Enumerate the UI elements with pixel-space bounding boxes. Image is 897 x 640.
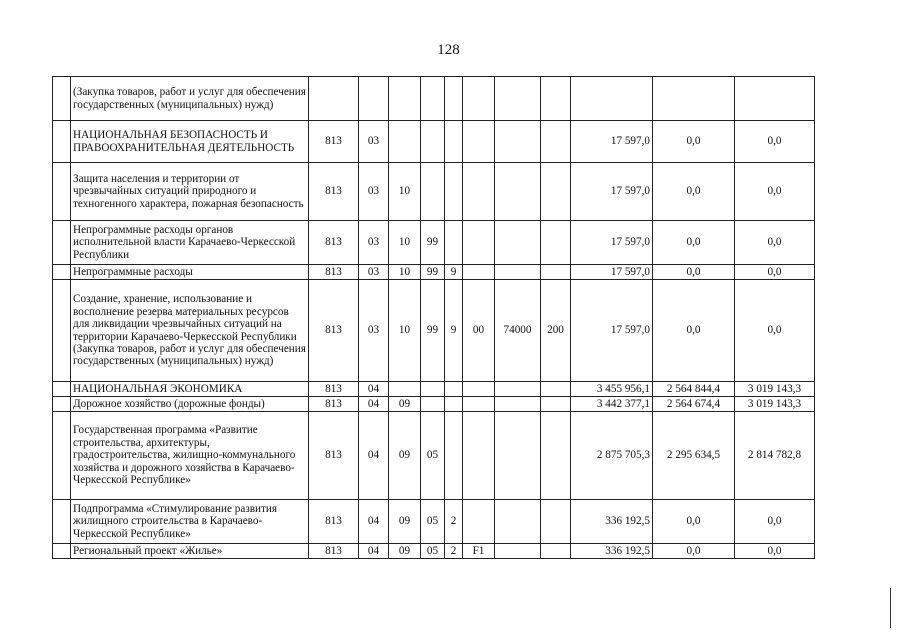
cell-rz: 04 <box>359 544 389 559</box>
cell-c3 <box>463 77 495 121</box>
table-row <box>53 382 815 397</box>
item-name-cell: (Закупка товаров, работ и услуг для обеспечения государственных (муниципальных) нужд) <box>71 77 309 121</box>
cell-gr: 813 <box>309 382 359 397</box>
cell-vr <box>541 265 571 280</box>
cell-c2: 2 <box>445 500 463 544</box>
cell-c2 <box>445 397 463 412</box>
item-name-cell: Непрограммные расходы органов исполнительной власти Карачаево-Черкесской Республики <box>71 221 309 265</box>
cell-c3 <box>463 412 495 500</box>
table-row <box>53 163 815 221</box>
cell-v1: 17 597,0 <box>571 221 653 265</box>
cell-gr: 813 <box>309 544 359 559</box>
page-number: 128 <box>437 42 460 58</box>
table-row <box>53 77 815 121</box>
cell-v2: 2 564 674,4 <box>653 397 735 412</box>
page-edge-line <box>890 588 891 628</box>
cell-pr <box>389 77 421 121</box>
cell-v2: 2 295 634,5 <box>653 412 735 500</box>
cell-v1: 3 455 956,1 <box>571 382 653 397</box>
row-number-cell <box>53 412 71 500</box>
cell-vr <box>541 77 571 121</box>
cell-rz: 04 <box>359 397 389 412</box>
row-number-cell <box>53 280 71 382</box>
cell-pr: 10 <box>389 265 421 280</box>
table-row <box>53 397 815 412</box>
cell-pr: 10 <box>389 280 421 382</box>
cell-vr <box>541 221 571 265</box>
cell-vr <box>541 163 571 221</box>
cell-rz: 03 <box>359 121 389 163</box>
cell-rz <box>359 77 389 121</box>
cell-c4 <box>495 544 541 559</box>
item-name-cell: НАЦИОНАЛЬНАЯ ЭКОНОМИКА <box>71 382 309 397</box>
row-number-cell <box>53 544 71 559</box>
cell-v1: 17 597,0 <box>571 163 653 221</box>
cell-v3: 0,0 <box>735 221 815 265</box>
item-name-cell: Непрограммные расходы <box>71 265 309 280</box>
cell-vr <box>541 382 571 397</box>
cell-c4: 74000 <box>495 280 541 382</box>
table-row <box>53 221 815 265</box>
row-number-cell <box>53 397 71 412</box>
cell-c3 <box>463 265 495 280</box>
cell-pr: 09 <box>389 500 421 544</box>
cell-c3 <box>463 121 495 163</box>
cell-gr <box>309 77 359 121</box>
cell-v2: 0,0 <box>653 280 735 382</box>
cell-c1 <box>421 77 445 121</box>
cell-c1 <box>421 163 445 221</box>
cell-v2: 0,0 <box>653 265 735 280</box>
cell-pr <box>389 382 421 397</box>
row-number-cell <box>53 221 71 265</box>
cell-v3: 0,0 <box>735 280 815 382</box>
cell-v2 <box>653 77 735 121</box>
cell-gr: 813 <box>309 280 359 382</box>
cell-c4 <box>495 500 541 544</box>
cell-v3: 2 814 782,8 <box>735 412 815 500</box>
cell-c2: 9 <box>445 265 463 280</box>
cell-c1: 05 <box>421 412 445 500</box>
cell-gr: 813 <box>309 500 359 544</box>
cell-v2: 0,0 <box>653 163 735 221</box>
table-row <box>53 500 815 544</box>
cell-rz: 04 <box>359 412 389 500</box>
cell-c1: 05 <box>421 544 445 559</box>
cell-c4 <box>495 77 541 121</box>
row-number-cell <box>53 500 71 544</box>
cell-v3: 0,0 <box>735 500 815 544</box>
cell-gr: 813 <box>309 163 359 221</box>
item-name-cell: Дорожное хозяйство (дорожные фонды) <box>71 397 309 412</box>
cell-c3: F1 <box>463 544 495 559</box>
cell-c1: 05 <box>421 500 445 544</box>
cell-pr: 10 <box>389 221 421 265</box>
cell-c2: 9 <box>445 280 463 382</box>
row-number-cell <box>53 382 71 397</box>
row-number-cell <box>53 265 71 280</box>
row-number-cell <box>53 163 71 221</box>
cell-c3 <box>463 382 495 397</box>
cell-c2 <box>445 77 463 121</box>
cell-rz: 03 <box>359 221 389 265</box>
cell-c4 <box>495 397 541 412</box>
cell-c4 <box>495 221 541 265</box>
cell-rz: 04 <box>359 500 389 544</box>
cell-gr: 813 <box>309 265 359 280</box>
cell-rz: 03 <box>359 280 389 382</box>
cell-c2 <box>445 121 463 163</box>
cell-gr: 813 <box>309 221 359 265</box>
table-row <box>53 265 815 280</box>
cell-v1: 17 597,0 <box>571 280 653 382</box>
cell-c1 <box>421 382 445 397</box>
cell-v2: 0,0 <box>653 500 735 544</box>
cell-v1: 2 875 705,3 <box>571 412 653 500</box>
cell-rz: 03 <box>359 163 389 221</box>
cell-c2 <box>445 382 463 397</box>
table-row <box>53 121 815 163</box>
item-name-cell: Подпрограмма «Стимулирование развития жилищного строительства в Карачаево-Черкесской Республике» <box>71 500 309 544</box>
cell-v2: 0,0 <box>653 221 735 265</box>
cell-v3: 0,0 <box>735 163 815 221</box>
cell-c3 <box>463 221 495 265</box>
cell-gr: 813 <box>309 121 359 163</box>
cell-v3: 0,0 <box>735 121 815 163</box>
cell-pr <box>389 121 421 163</box>
cell-c3 <box>463 163 495 221</box>
cell-v1 <box>571 77 653 121</box>
table-row <box>53 544 815 559</box>
cell-rz: 03 <box>359 265 389 280</box>
cell-pr: 09 <box>389 397 421 412</box>
cell-c1: 99 <box>421 265 445 280</box>
cell-v3: 3 019 143,3 <box>735 382 815 397</box>
cell-c3 <box>463 397 495 412</box>
cell-c4 <box>495 163 541 221</box>
cell-c1: 99 <box>421 221 445 265</box>
cell-vr <box>541 500 571 544</box>
cell-v1: 3 442 377,1 <box>571 397 653 412</box>
cell-v1: 17 597,0 <box>571 121 653 163</box>
cell-v1: 336 192,5 <box>571 500 653 544</box>
budget-table <box>52 76 815 559</box>
table-row <box>53 412 815 500</box>
cell-vr <box>541 412 571 500</box>
cell-v1: 17 597,0 <box>571 265 653 280</box>
row-number-cell <box>53 77 71 121</box>
cell-rz: 04 <box>359 382 389 397</box>
cell-pr: 09 <box>389 544 421 559</box>
cell-c2 <box>445 412 463 500</box>
cell-c3: 00 <box>463 280 495 382</box>
cell-c2 <box>445 221 463 265</box>
cell-c4 <box>495 382 541 397</box>
item-name-cell: НАЦИОНАЛЬНАЯ БЕЗОПАСНОСТЬ И ПРАВООХРАНИТЕЛЬНАЯ ДЕЯТЕЛЬНОСТЬ <box>71 121 309 163</box>
cell-v2: 2 564 844,4 <box>653 382 735 397</box>
item-name-cell: Государственная программа «Развитие строительства, архитектуры, градостроительства, жилищно-коммунального хозяйства и дорожного хозяйства в Карачаево-Черкесской Республике» <box>71 412 309 500</box>
cell-c1 <box>421 397 445 412</box>
cell-vr <box>541 397 571 412</box>
cell-vr: 200 <box>541 280 571 382</box>
cell-c2: 2 <box>445 544 463 559</box>
cell-vr <box>541 121 571 163</box>
cell-v1: 336 192,5 <box>571 544 653 559</box>
item-name-cell: Региональный проект «Жилье» <box>71 544 309 559</box>
cell-v2: 0,0 <box>653 544 735 559</box>
cell-c4 <box>495 121 541 163</box>
cell-c1 <box>421 121 445 163</box>
cell-v3 <box>735 77 815 121</box>
cell-c4 <box>495 412 541 500</box>
cell-v3: 3 019 143,3 <box>735 397 815 412</box>
cell-pr: 10 <box>389 163 421 221</box>
table-row <box>53 280 815 382</box>
cell-v2: 0,0 <box>653 121 735 163</box>
cell-c2 <box>445 163 463 221</box>
cell-gr: 813 <box>309 412 359 500</box>
cell-c1: 99 <box>421 280 445 382</box>
cell-c4 <box>495 265 541 280</box>
cell-c3 <box>463 500 495 544</box>
cell-gr: 813 <box>309 397 359 412</box>
cell-v3: 0,0 <box>735 265 815 280</box>
cell-vr <box>541 544 571 559</box>
item-name-cell: Защита населения и территории от чрезвычайных ситуаций природного и техногенного характера, пожарная безопасность <box>71 163 309 221</box>
cell-pr: 09 <box>389 412 421 500</box>
item-name-cell: Создание, хранение, использование и восполнение резерва материальных ресурсов для ликвидации чрезвычайных ситуаций на территории Карачаево-Черкесской Республики (Закупка товаров, работ и услуг для обеспечения государственных (муниципальных) нужд) <box>71 280 309 382</box>
row-number-cell <box>53 121 71 163</box>
cell-v3: 0,0 <box>735 544 815 559</box>
